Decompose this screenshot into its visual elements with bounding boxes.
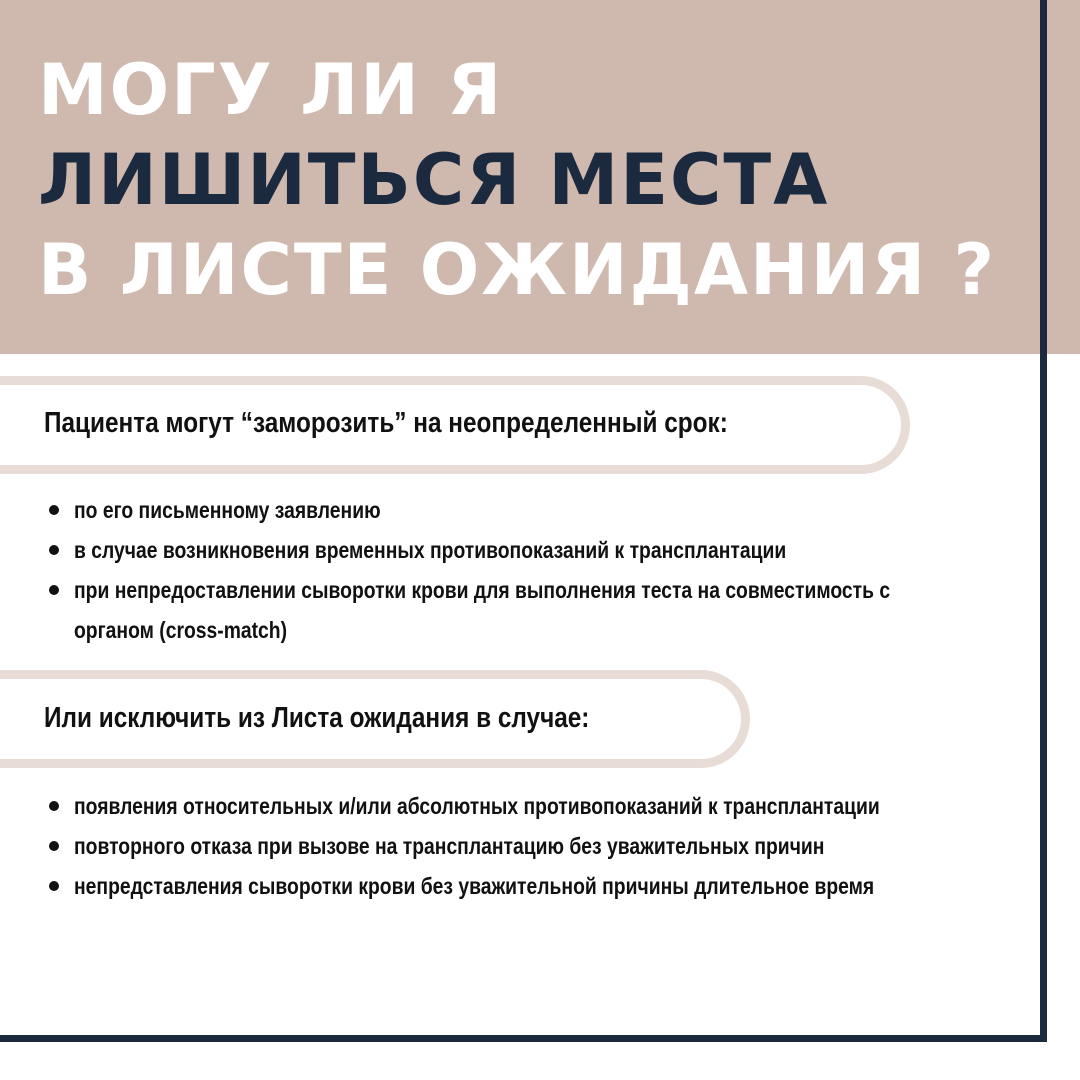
section-heading-exclude: Или исключить из Листа ожидания в случае: bbox=[44, 702, 590, 734]
list-item-text: появления относительных и/или абсолютных противопоказаний к трансплантации bbox=[74, 793, 880, 819]
bullet-dot-icon bbox=[49, 841, 59, 851]
bullet-dot-icon bbox=[49, 881, 59, 891]
list-item-text: при непредоставлении сыворотки крови для выполнения теста на совместимость с органом (cross-match) bbox=[74, 577, 891, 643]
bullet-dot-icon bbox=[49, 801, 59, 811]
list-item-text: непредставления сыворотки крови без уважительной причины длительное время bbox=[74, 873, 875, 899]
section-heading-freeze: Пациента могут “заморозить” на неопределенный срок: bbox=[44, 407, 728, 439]
bullet-dot-icon bbox=[49, 505, 59, 515]
list-item-text: в случае возникновения временных противопоказаний к трансплантации bbox=[74, 537, 787, 563]
list-item-text: повторного отказа при вызове на трансплантацию без уважительных причин bbox=[74, 833, 825, 859]
header-banner bbox=[0, 0, 1080, 354]
title-line-3: В ЛИСТЕ ОЖИДАНИЯ ? bbox=[38, 229, 997, 311]
list-item bbox=[74, 786, 1004, 826]
frame-border-right bbox=[1040, 0, 1047, 1042]
list-item bbox=[74, 826, 1004, 866]
bullet-list-freeze bbox=[74, 490, 1004, 650]
list-item bbox=[74, 490, 1004, 530]
frame-border-bottom bbox=[0, 1035, 1047, 1042]
bullet-dot-icon bbox=[49, 585, 59, 595]
bullet-list-exclude bbox=[74, 786, 1004, 906]
title-line-1: МОГУ ЛИ Я bbox=[38, 49, 504, 131]
list-item bbox=[74, 570, 1004, 650]
list-item-text: по его письменному заявлению bbox=[74, 497, 381, 523]
list-item bbox=[74, 530, 1004, 570]
list-item bbox=[74, 866, 1004, 906]
bullet-dot-icon bbox=[49, 545, 59, 555]
title-line-2: ЛИШИТЬСЯ МЕСТА bbox=[38, 139, 830, 221]
